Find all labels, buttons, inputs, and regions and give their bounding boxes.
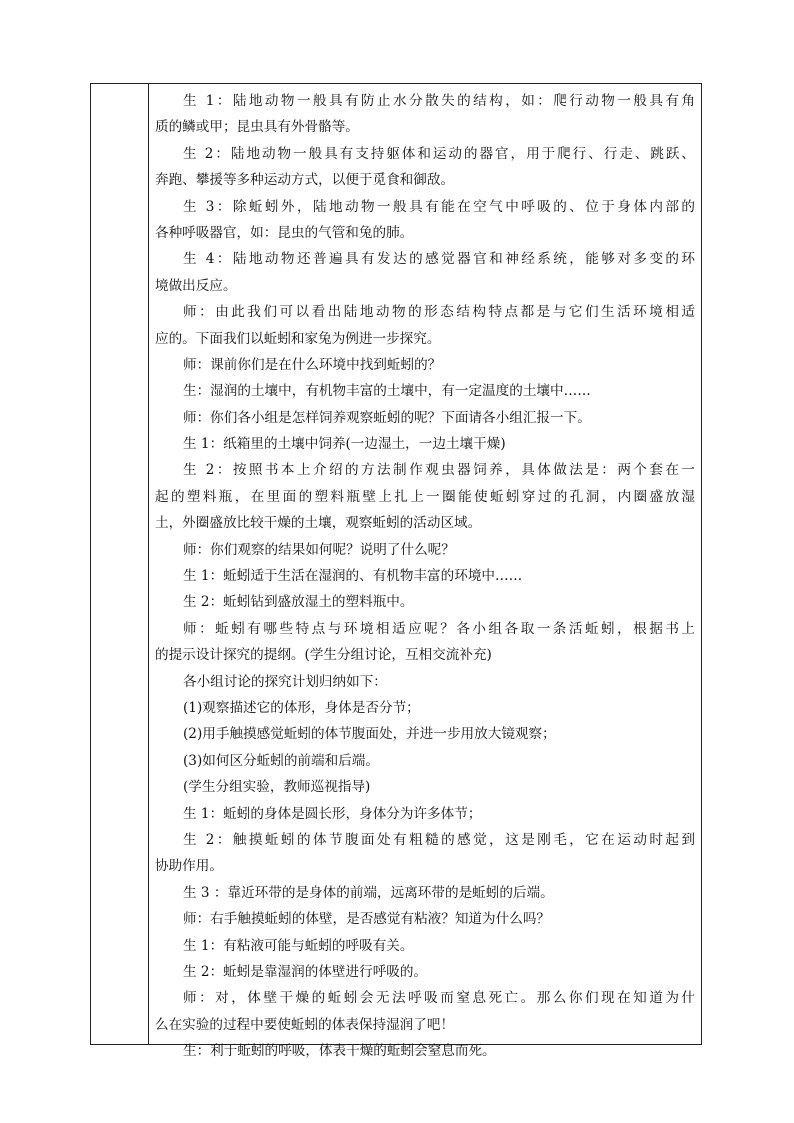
text-line: 生 1：陆地动物一般具有防止水分散失的结构，如：爬行动物一般具有角 — [183, 93, 695, 109]
text-line: 质的鳞或甲；昆虫具有外骨骼等。 — [155, 119, 359, 136]
text-line: 生 2：按照书本上介绍的方法制作观虫器饲养，具体做法是：两个套在一 — [183, 462, 695, 479]
text-line: 起的塑料瓶，在里面的塑料瓶壁上扎上一圈能使蚯蚓穿过的孔洞，内圈盛放湿 — [155, 488, 695, 505]
text-line: 生 4：陆地动物还普遍具有发达的感觉器官和神经系统，能够对多变的环 — [183, 251, 695, 268]
text-line: 生：利于蚯蚓的呼吸，体表干燥的蚯蚓会窒息而死。 — [183, 1043, 496, 1060]
document-table — [90, 83, 702, 1060]
text-line: 应的。下面我们以蚯蚓和家兔为例进一步探究。 — [155, 330, 441, 347]
text-line: 生 1：蚯蚓适于生活在湿润的、有机物丰富的环境中…… — [183, 568, 523, 585]
text-line: 的提示设计探究的提纲。(学生分组讨论，互相交流补充) — [155, 647, 492, 664]
text-line: 各小组讨论的探究计划归纳如下： — [183, 673, 387, 690]
text-line: 师：蚯蚓有哪些特点与环境相适应呢？各小组各取一条活蚯蚓，根据书上 — [183, 620, 695, 637]
text-line: 境做出反应。 — [155, 277, 237, 294]
text-line: 生 1：蚯蚓的身体是圆长形，身体分为许多体节； — [183, 805, 482, 822]
table-left-column — [91, 84, 149, 1044]
text-line: 生 1：纸箱里的土壤中饲养(一边湿土，一边土壤干燥) — [183, 436, 506, 453]
text-line: 师：课前你们是在什么环境中找到蚯蚓的？ — [183, 356, 442, 373]
text-line: 师：对，体壁干燥的蚯蚓会无法呼吸而窒息死亡。那么你们现在知道为什 — [183, 990, 695, 1007]
text-line: 生 3 ：靠近环带的是身体的前端，远离环带的是蚯蚓的后端。 — [183, 884, 554, 901]
text-line: 奔跑、攀援等多种运动方式，以便于觅食和御敌。 — [155, 172, 455, 189]
table-content-cell — [155, 88, 695, 1064]
text-line: 生 2：陆地动物一般具有支持躯体和运动的器官，用于爬行、行走、跳跃、 — [183, 145, 695, 162]
text-line: 协助作用。 — [155, 858, 223, 875]
text-line: 师：右手触摸蚯蚓的体壁，是否感觉有粘液？知道为什么吗？ — [183, 911, 551, 928]
text-line: 各种呼吸器官，如：昆虫的气管和兔的肺。 — [155, 224, 414, 241]
text-line: (学生分组实验，教师巡视指导) — [183, 779, 371, 796]
text-line: (2)用手触摸感觉蚯蚓的体节腹面处，并进一步用放大镜观察； — [183, 726, 556, 743]
text-line: 师：你们各小组是怎样饲养观察蚯蚓的呢？下面请各小组汇报一下。 — [183, 409, 591, 426]
text-line: 么在实验的过程中要使蚯蚓的体表保持湿润了吧！ — [155, 1016, 455, 1033]
text-line: 生 2：蚯蚓是靠湿润的体壁进行呼吸的。 — [183, 963, 428, 980]
text-line: 师：由此我们可以看出陆地动物的形态结构特点都是与它们生活环境相适 — [183, 304, 695, 321]
text-line: (3)如何区分蚯蚓的前端和后端。 — [183, 752, 379, 769]
text-line: 师：你们观察的结果如何呢？说明了什么呢？ — [183, 541, 455, 558]
text-line: 生 3：除蚯蚓外，陆地动物一般具有能在空气中呼吸的、位于身体内部的 — [183, 198, 695, 215]
text-line: 生 2：蚯蚓钻到盛放湿土的塑料瓶中。 — [183, 594, 414, 611]
text-line: 生 2：触摸蚯蚓的体节腹面处有粗糙的感觉，这是刚毛，它在运动时起到 — [183, 831, 695, 848]
text-line: 土，外圈盛放比较干燥的土壤，观察蚯蚓的活动区域。 — [155, 515, 482, 532]
text-line: (1)观察描述它的体形，身体是否分节； — [183, 699, 420, 716]
text-line: 生：湿润的土壤中，有机物丰富的土壤中，有一定温度的土壤中…… — [183, 383, 591, 400]
text-line: 生 1：有粘液可能与蚯蚓的呼吸有关。 — [183, 937, 414, 954]
